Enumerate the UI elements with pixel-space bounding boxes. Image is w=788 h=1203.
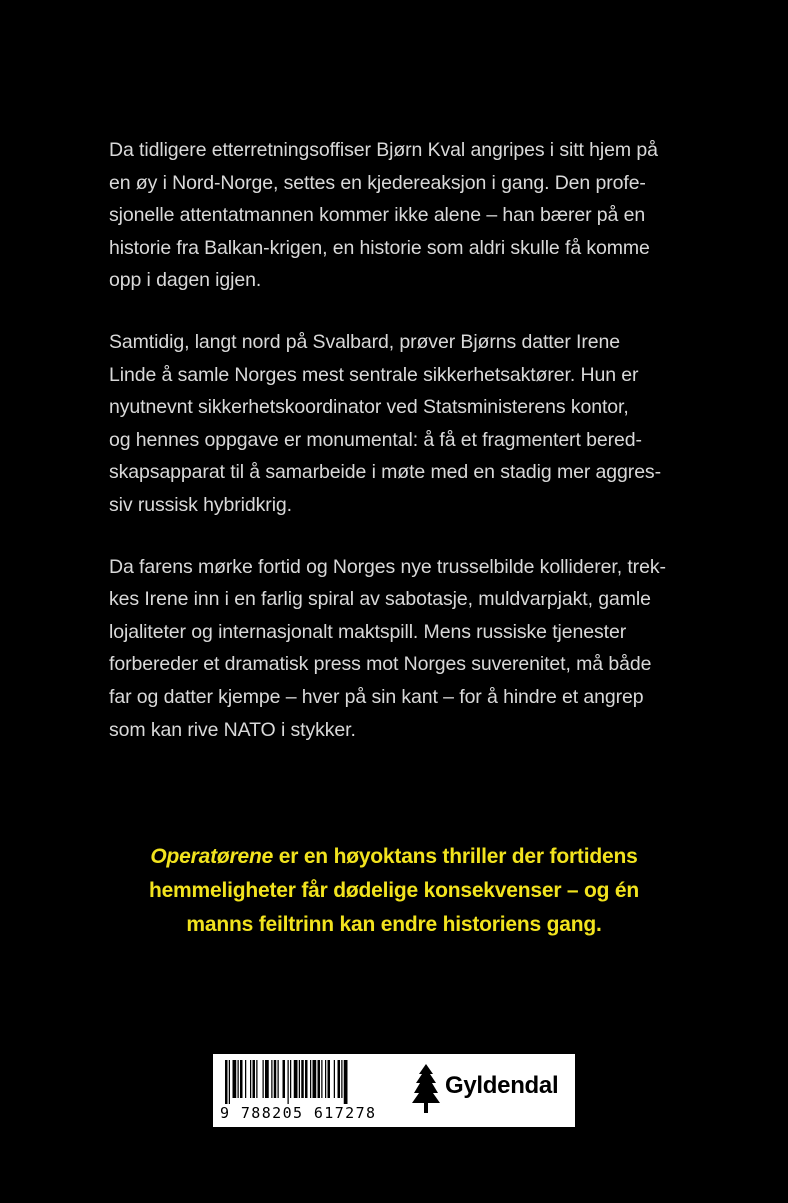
- barcode-bar: [338, 1060, 341, 1098]
- text-line: Linde å samle Norges mest sentrale sikkerhetsaktører. Hun er: [109, 363, 639, 386]
- text-line: lojaliteter og internasjonalt maktspill. Mens russiske tjenester: [109, 620, 627, 643]
- barcode-bar: [334, 1060, 335, 1098]
- barcode-bar: [256, 1060, 257, 1098]
- isbn-number: 9 788205 617278: [220, 1104, 377, 1122]
- text-line: en øy i Nord-Norge, settes en kjedereaksjon i gang. Den profe-: [109, 171, 646, 194]
- barcode-bar: [278, 1060, 279, 1098]
- barcode: [223, 1060, 383, 1104]
- barcode-bar: [271, 1060, 272, 1098]
- barcode-bar: [238, 1060, 239, 1098]
- blurb-paragraph-2: [109, 326, 709, 522]
- barcode-bar: [253, 1060, 256, 1098]
- barcode-bar: [250, 1060, 251, 1098]
- barcode-bar: [274, 1060, 277, 1098]
- barcode-bar: [301, 1060, 304, 1098]
- text-line: Da farens mørke fortid og Norges nye trusselbilde kolliderer, trek-: [109, 555, 666, 578]
- tagline-line-1: [0, 840, 788, 874]
- barcode-bar: [288, 1060, 289, 1104]
- text-line: forbereder et dramatisk press mot Norges suverenitet, må både: [109, 653, 652, 676]
- barcode-bar: [263, 1060, 264, 1098]
- barcode-bar: [313, 1060, 317, 1098]
- blurb-paragraph-1: [109, 134, 709, 297]
- barcode-bar: [245, 1060, 246, 1098]
- book-title-italic: Operatørene: [150, 845, 274, 868]
- fir-tree-icon: [411, 1064, 441, 1116]
- text-line: nyutnevnt sikkerhetskoordinator ved Statsministerens kontor,: [109, 396, 629, 419]
- barcode-bar: [290, 1060, 291, 1098]
- tagline-line-2: hemmeligheter får dødelige konsekvenser – og én: [148, 879, 640, 902]
- text-line: far og datter kjempe – hver på sin kant – for å hindre et angrep: [109, 685, 644, 708]
- barcode-bar: [321, 1060, 322, 1098]
- barcode-bar: [328, 1060, 331, 1098]
- barcode-bar: [341, 1060, 342, 1098]
- text-line: som kan rive NATO i stykker.: [109, 718, 356, 741]
- barcode-bar: [310, 1060, 311, 1098]
- text-line: Da tidligere etterretningsoffiser Bjørn Kval angripes i sitt hjem på: [109, 139, 658, 161]
- text-line: og hennes oppgave er monumental: å få et fragmentert bered-: [109, 428, 642, 451]
- text-line: skapsapparat til å samarbeide i møte med en stadig mer aggres-: [109, 461, 661, 484]
- text-line: opp i dagen igjen.: [109, 269, 262, 292]
- text-line: siv russisk hybridkrig.: [109, 493, 292, 516]
- barcode-bar: [344, 1060, 348, 1104]
- barcode-bar: [233, 1060, 237, 1098]
- barcode-panel: [213, 1054, 575, 1127]
- barcode-bar: [318, 1060, 321, 1098]
- barcode-bar: [265, 1060, 269, 1098]
- text-line: kes Irene inn i en farlig spiral av sabotasje, muldvarpjakt, gamle: [109, 588, 651, 611]
- barcode-bar: [229, 1060, 230, 1104]
- tagline-line-1-rest: er en høyoktans thriller der fortidens: [273, 845, 638, 868]
- barcode-bar: [225, 1060, 228, 1104]
- text-line: historie fra Balkan-krigen, en historie som aldri skulle få komme: [109, 236, 650, 259]
- barcode-bar: [294, 1060, 298, 1098]
- barcode-bar: [305, 1060, 308, 1098]
- text-line: Samtidig, langt nord på Svalbard, prøver Bjørns datter Irene: [109, 330, 620, 353]
- tagline-line-3: manns feiltrinn kan endre historiens gang.: [186, 913, 602, 936]
- barcode-bar: [325, 1060, 326, 1098]
- tagline: [0, 840, 788, 942]
- text-line: sjonelle attentatmannen kommer ikke alene – han bærer på en: [109, 204, 646, 227]
- barcode-bar: [283, 1060, 286, 1098]
- barcode-bar: [240, 1060, 243, 1098]
- blurb-paragraph-3: [109, 551, 709, 747]
- barcode-bar: [299, 1060, 300, 1098]
- back-cover-blurb: [109, 134, 709, 775]
- publisher-logo-text: Gyldendal: [445, 1072, 559, 1099]
